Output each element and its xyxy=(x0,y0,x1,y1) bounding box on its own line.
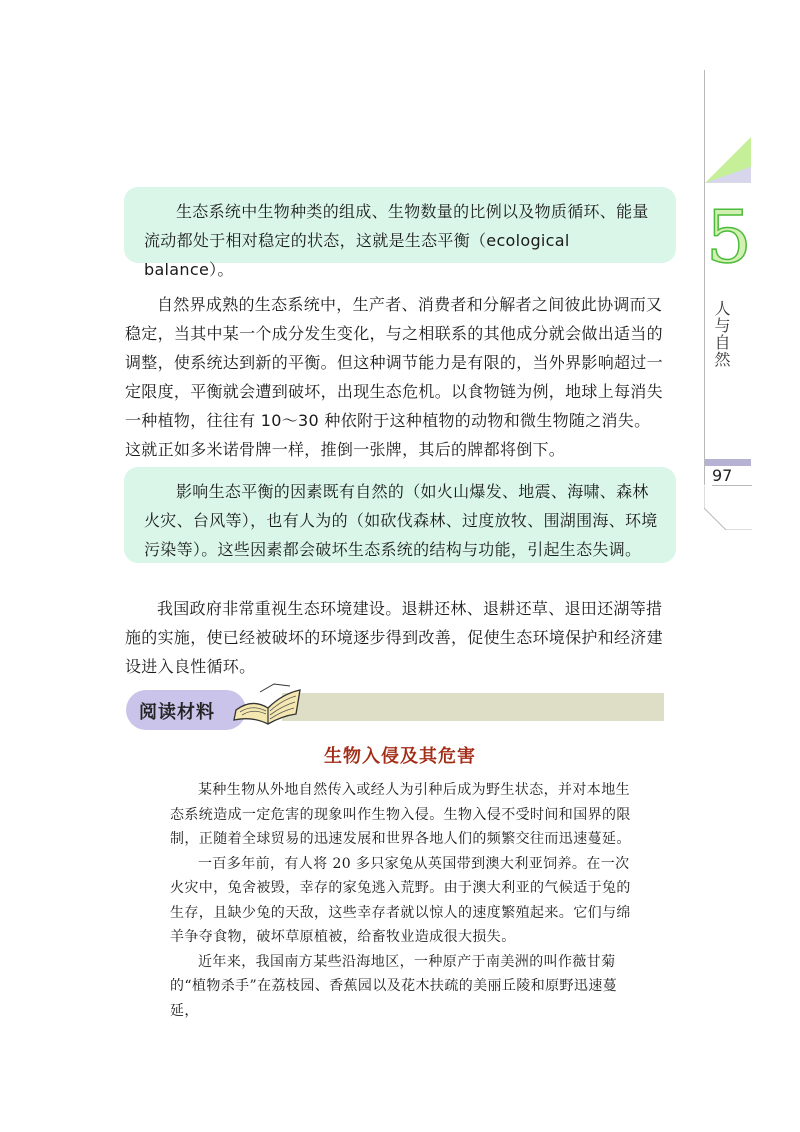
body-paragraph-1: 自然界成熟的生态系统中，生产者、消费者和分解者之间彼此协调而又稳定，当其中某一个成分发生变化，与之相联系的其他成分就会做出适当的调整，使系统达到新的平衡。但这种调节能力是有限的，当外界影响超过一定限度，平衡就会遭到破坏，出现生态危机。以食物链为例，地球上每消失一种植物，往往有 10～30 种依附于这种植物的动物和微生物随之消失。这就正如多米诺骨牌一样，推倒一张牌，其后的牌都将倒下。 xyxy=(125,295,663,459)
sidebar-bottom-fold xyxy=(704,486,752,530)
chapter-number: 5 xyxy=(706,195,752,279)
body-paragraph-2: 我国政府非常重视生态环境建设。退耕还林、退耕还草、退田还湖等措施的实施，使已经被破坏的环境逐步得到改善，促使生态环境保护和经济建设进入良性循环。 xyxy=(125,599,663,676)
definition-box xyxy=(124,187,676,279)
reading-label: 阅读材料 xyxy=(139,702,215,723)
factors-text: 影响生态平衡的因素既有自然的（如火山爆发、地震、海啸、森林火灾、台风等），也有人为的（如砍伐森林、过度放牧、围湖围海、环境污染等）。这些因素都会破坏生态系统的结构与功能，引起生态失调。 xyxy=(144,482,658,559)
definition-text: 生态系统中生物种类的组成、生物数量的比例以及物质循环、能量流动都处于相对稳定的状态，这就是生态平衡（ecological balance）。 xyxy=(144,202,649,279)
article-body xyxy=(170,778,640,1023)
reading-header-bar xyxy=(282,693,664,721)
chapter-title: 人与自然 xyxy=(712,300,731,368)
page-number-bar xyxy=(705,459,751,466)
sidebar-divider-line xyxy=(704,70,705,485)
article-paragraph: 某种生物从外地自然传入或经人为引种后成为野生状态，并对本地生态系统造成一定危害的现象叫作生物入侵。生物入侵不受时间和国界的限制，正随着全球贸易的迅速发展和世界各地人们的频繁交往而迅速蔓延。 xyxy=(170,782,631,847)
article-paragraph: 近年来，我国南方某些沿海地区，一种原产于南美洲的叫作薇甘菊的“植物杀手”在荔枝园、香蕉园以及花木扶疏的美丽丘陵和原野迅速蔓延， xyxy=(170,953,618,1019)
page-number: 97 xyxy=(712,466,733,485)
factors-box xyxy=(124,467,676,563)
open-book-icon xyxy=(230,680,304,728)
chapter-corner-triangle xyxy=(705,137,751,183)
article-title: 生物入侵及其危害 xyxy=(324,746,476,767)
article-paragraph: 一百多年前，有人将 20 多只家兔从英国带到澳大利亚饲养。在一次火灾中，兔舍被毁，幸存的家兔逃入荒野。由于澳大利亚的气候适于兔的生存，且缺少兔的天敌，这些幸存者就以惊人的速度繁殖起来。它们与绵羊争夺食物，破坏草原植被，给畜牧业造成很大损失。 xyxy=(170,855,631,945)
